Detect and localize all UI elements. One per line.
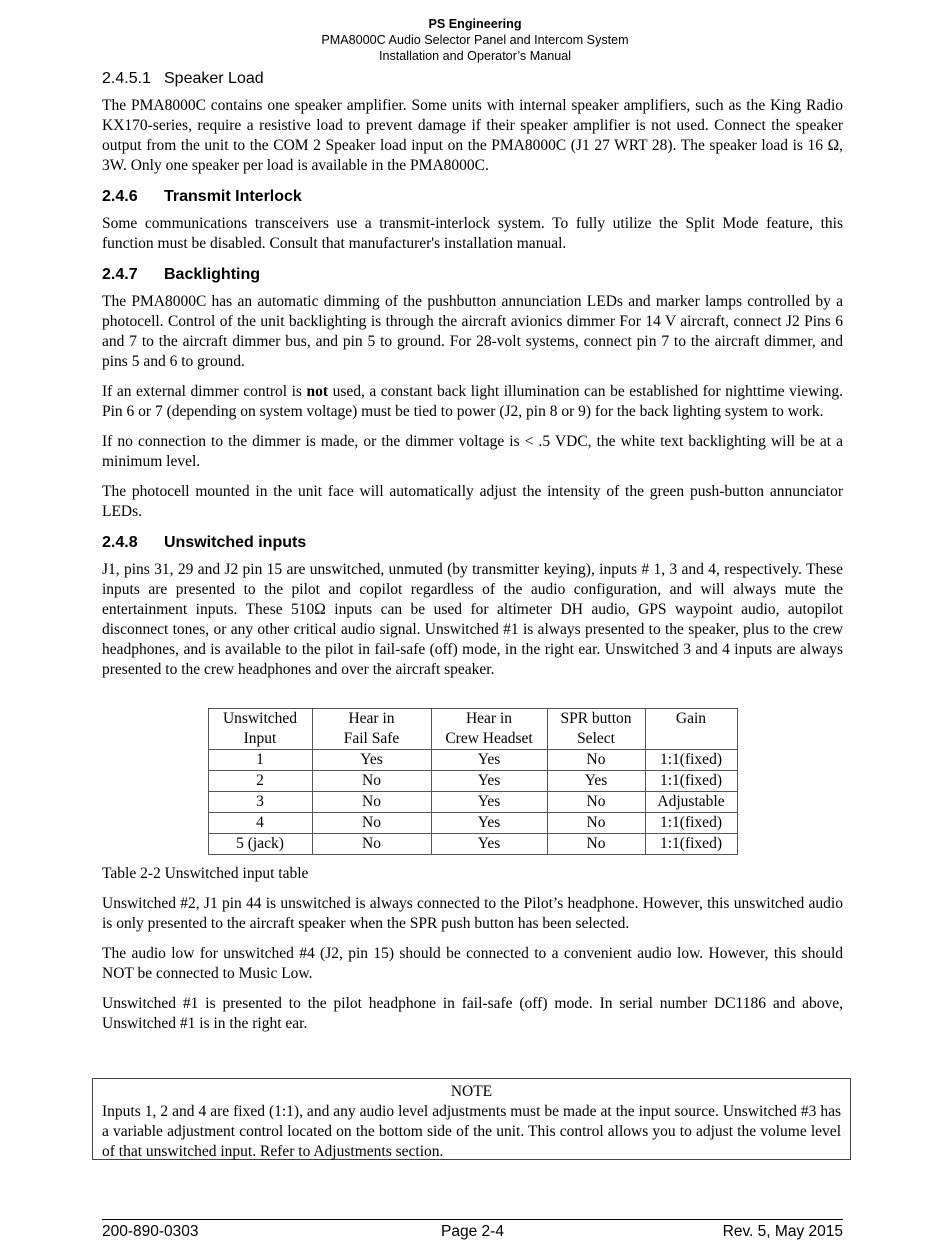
table-cell: 1:1(fixed) [645, 771, 737, 792]
table-cell: 1:1(fixed) [645, 813, 737, 834]
table-cell: No [312, 813, 431, 834]
table-row [208, 750, 737, 771]
table-cell: No [312, 792, 431, 813]
table-header-cell: Hear in Fail Safe [312, 709, 431, 750]
header-manual: Installation and Operator’s Manual [378, 49, 572, 63]
table-cell: No [547, 792, 645, 813]
table-header-cell: SPR button Select [547, 709, 645, 750]
table-cell: 1 [208, 750, 312, 771]
table-caption: Table 2-2 Unswitched input table [102, 865, 309, 882]
table-cell: No [547, 750, 645, 771]
table-cell: 1:1(fixed) [645, 750, 737, 771]
table-cell: Yes [431, 813, 547, 834]
table-cell: Yes [431, 834, 547, 855]
table-cell: No [547, 813, 645, 834]
table-cell: Yes [547, 771, 645, 792]
section-title: Transmit Interlock [164, 188, 302, 205]
paragraph: The audio low for unswitched #4 (J2, pin 15) should be connected to a convenient audio low. However, this should NOT be connected to Music Low. [102, 945, 843, 982]
section-number: 2.4.5.1 [102, 70, 151, 87]
table-header-cell: Unswitched Input [208, 709, 312, 750]
table-cell: No [312, 771, 431, 792]
paragraph: Some communications transceivers use a transmit-interlock system. To fully utilize the Split Mode feature, this function must be disabled. Consult that manufacturer's installation manual. [102, 215, 843, 252]
table-row [208, 792, 737, 813]
footer-divider [102, 1219, 843, 1220]
table-cell: 4 [208, 813, 312, 834]
table-cell: Yes [431, 771, 547, 792]
table-cell: 2 [208, 771, 312, 792]
section-number: 2.4.7 [102, 266, 138, 283]
table-cell: Adjustable [645, 792, 737, 813]
footer-page-number: Page 2-4 [441, 1223, 504, 1240]
paragraph: J1, pins 31, 29 and J2 pin 15 are unswitched, unmuted (by transmitter keying), inputs # 1, 3 and 4, respectively. These inputs are presented to the pilot and copilot regardless of the audio configuration, and will always mute the entertainment inputs. These 510Ω inputs can be used for altimeter DH audio, GPS waypoint audio, autopilot disconnect tones, or any other critical audio signal. Unswitched #1 is always presented to the speaker, plus to the crew headphones, and is available to the pilot in fail-safe (off) mode, in the right ear. Unswitched 3 and 4 inputs are always presented to the crew headphones and over the aircraft speaker. [102, 561, 843, 678]
table-header-cell: Hear in Crew Headset [431, 709, 547, 750]
section-number: 2.4.8 [102, 534, 138, 551]
table-cell: Yes [431, 792, 547, 813]
paragraph: If no connection to the dimmer is made, or the dimmer voltage is < .5 VDC, the white text backlighting will be at a minimum level. [102, 433, 843, 470]
paragraph: Unswitched #2, J1 pin 44 is unswitched is always connected to the Pilot’s headphone. However, this unswitched audio is only presented to the aircraft speaker when the SPR push button has been selected. [102, 895, 843, 932]
table-header-cell: Gain [645, 709, 737, 750]
section-heading-speaker-load [102, 68, 843, 90]
note-text: Inputs 1, 2 and 4 are fixed (1:1), and any audio level adjustments must be made at the input source. Unswitched #3 has a variable adjustment control located on the bottom side of the unit. This control allows you to adjust the volume level of that unswitched input. Refer to Adjustments section. [102, 1103, 841, 1160]
table-cell: No [312, 834, 431, 855]
unswitched-input-table [208, 708, 738, 855]
table-cell: 3 [208, 792, 312, 813]
page-footer [102, 1222, 843, 1242]
section-heading-backlighting [102, 264, 843, 286]
page-header [0, 16, 950, 64]
emphasis: not [306, 383, 329, 400]
section-title: Speaker Load [164, 70, 264, 87]
header-company: PS Engineering [428, 17, 522, 31]
table-cell: 1:1(fixed) [645, 834, 737, 855]
section-heading-unswitched [102, 532, 843, 554]
table-row [208, 771, 737, 792]
paragraph: Unswitched #1 is presented to the pilot headphone in fail-safe (off) mode. In serial number DC1186 and above, Unswitched #1 is in the right ear. [102, 995, 843, 1032]
section-heading-transmit-interlock [102, 186, 843, 208]
footer-doc-number: 200-890-0303 [102, 1223, 199, 1240]
section-title: Unswitched inputs [164, 534, 307, 551]
table-row [208, 834, 737, 855]
paragraph: If an external dimmer control is not used, a constant back light illumination can be established for nighttime viewing. Pin 6 or 7 (depending on system voltage) must be tied to power (J2, pin 8 or 9) for the back lighting system to work. [102, 383, 843, 420]
header-product: PMA8000C Audio Selector Panel and Intercom System [321, 33, 629, 47]
paragraph: The PMA8000C contains one speaker amplifier. Some units with internal speaker amplifiers, such as the King Radio KX170-series, require a resistive load to prevent damage if their speaker amplifier is not used. Connect the speaker output from the unit to the COM 2 Speaker load input on the PMA8000C (J1 27 WRT 28). The speaker load is 16 Ω, 3W. Only one speaker per load is available in the PMA8000C. [102, 97, 843, 174]
paragraph: The photocell mounted in the unit face will automatically adjust the intensity of the green push-button annunciator LEDs. [102, 483, 843, 520]
paragraph: The PMA8000C has an automatic dimming of the pushbutton annunciation LEDs and marker lamps controlled by a photocell. Control of the unit backlighting is through the aircraft avionics dimmer For 14 V aircraft, connect J2 Pins 6 and 7 to the aircraft dimmer bus, and pin 5 to ground. For 28-volt systems, connect pin 7 to the aircraft dimmer, and pins 5 and 6 to ground. [102, 293, 843, 370]
section-number: 2.4.6 [102, 188, 138, 205]
table-cell: No [547, 834, 645, 855]
table-cell: Yes [312, 750, 431, 771]
note-title: NOTE [450, 1083, 493, 1100]
table-cell: Yes [431, 750, 547, 771]
table-cell: 5 (jack) [208, 834, 312, 855]
note-box [92, 1078, 851, 1160]
footer-revision: Rev. 5, May 2015 [722, 1223, 843, 1240]
page-body [102, 68, 843, 1034]
section-title: Backlighting [164, 266, 261, 283]
table-row [208, 813, 737, 834]
table-header-row [208, 709, 737, 750]
